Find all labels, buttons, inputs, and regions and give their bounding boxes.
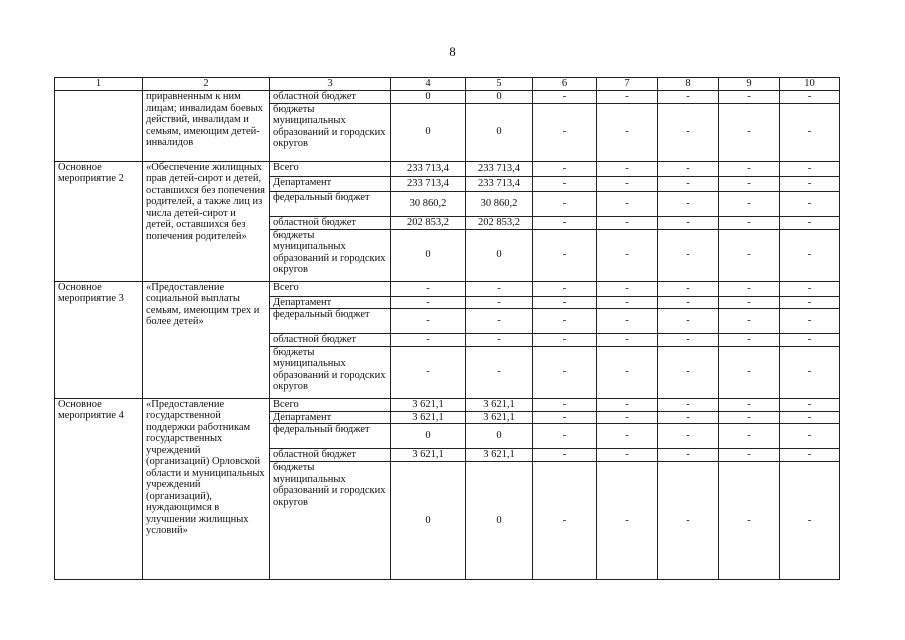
value-cell: - [597, 346, 658, 398]
value-cell: 0 [391, 229, 466, 281]
value-cell: - [597, 411, 658, 424]
value-cell: - [780, 411, 840, 424]
value-cell: - [597, 449, 658, 462]
value-cell: - [780, 91, 840, 104]
value-cell: 202 853,2 [466, 216, 533, 229]
value-cell: - [597, 296, 658, 309]
value-cell: - [780, 229, 840, 281]
value-cell: 3 621,1 [391, 398, 466, 411]
value-cell: - [658, 296, 719, 309]
measure-description-cell: «Предоставление социальной выплаты семьям, имеющим трех и более детей» [143, 281, 270, 398]
value-cell: - [466, 309, 533, 334]
value-cell: - [719, 296, 780, 309]
funding-source-cell: Всего [270, 281, 391, 296]
value-cell: 0 [466, 229, 533, 281]
value-cell: - [780, 191, 840, 216]
value-cell: - [658, 281, 719, 296]
value-cell: - [780, 346, 840, 398]
value-cell: - [780, 161, 840, 176]
value-cell: 202 853,2 [391, 216, 466, 229]
value-cell: 0 [391, 424, 466, 449]
funding-source-cell: бюджеты муниципальных образований и городских округов [270, 346, 391, 398]
value-cell: - [597, 281, 658, 296]
value-cell: - [658, 191, 719, 216]
value-cell: - [658, 103, 719, 161]
value-cell: - [658, 411, 719, 424]
column-header: 2 [143, 78, 270, 91]
measure-description-cell: «Обеспечение жилищных прав детей-сирот и детей, оставшихся без попечения родителей, а также лиц из числа детей-сирот и детей, оставшихся без попечения родителей» [143, 161, 270, 281]
table-row [55, 91, 840, 104]
value-cell: 0 [466, 462, 533, 580]
value-cell: - [658, 309, 719, 334]
value-cell: - [597, 398, 658, 411]
funding-source-cell: областной бюджет [270, 334, 391, 347]
value-cell: 3 621,1 [466, 449, 533, 462]
value-cell: - [597, 176, 658, 191]
value-cell: 0 [466, 424, 533, 449]
value-cell: - [719, 191, 780, 216]
value-cell: - [533, 462, 597, 580]
value-cell: - [533, 281, 597, 296]
column-header: 5 [466, 78, 533, 91]
value-cell: - [597, 161, 658, 176]
value-cell: - [466, 346, 533, 398]
value-cell: 0 [391, 91, 466, 104]
value-cell: - [533, 424, 597, 449]
funding-source-cell: бюджеты муниципальных образований и городских округов [270, 462, 391, 580]
value-cell: - [780, 424, 840, 449]
value-cell: - [719, 334, 780, 347]
value-cell: - [658, 176, 719, 191]
table-body [55, 91, 840, 580]
value-cell: 3 621,1 [391, 449, 466, 462]
value-cell: - [780, 281, 840, 296]
value-cell: - [533, 191, 597, 216]
value-cell: - [533, 398, 597, 411]
value-cell: 233 713,4 [391, 161, 466, 176]
value-cell: - [719, 103, 780, 161]
value-cell: - [658, 216, 719, 229]
measure-name-cell: Основное мероприятие 3 [55, 281, 143, 398]
column-header: 3 [270, 78, 391, 91]
column-header: 7 [597, 78, 658, 91]
value-cell: - [780, 449, 840, 462]
value-cell: - [533, 176, 597, 191]
value-cell: 30 860,2 [391, 191, 466, 216]
table-row [55, 281, 840, 296]
value-cell: - [597, 191, 658, 216]
value-cell: - [780, 216, 840, 229]
value-cell: - [391, 309, 466, 334]
budget-table [54, 77, 840, 580]
value-cell: - [658, 334, 719, 347]
funding-source-cell: областной бюджет [270, 91, 391, 104]
value-cell: - [533, 161, 597, 176]
value-cell: 3 621,1 [466, 398, 533, 411]
value-cell: - [391, 281, 466, 296]
funding-source-cell: бюджеты муниципальных образований и городских округов [270, 229, 391, 281]
value-cell: - [533, 309, 597, 334]
value-cell: - [597, 334, 658, 347]
value-cell: - [719, 161, 780, 176]
value-cell: - [658, 346, 719, 398]
value-cell: - [780, 462, 840, 580]
value-cell: - [658, 229, 719, 281]
value-cell: - [719, 91, 780, 104]
value-cell: - [533, 91, 597, 104]
value-cell: - [597, 424, 658, 449]
value-cell: - [466, 296, 533, 309]
value-cell: - [597, 103, 658, 161]
funding-source-cell: Департамент [270, 411, 391, 424]
value-cell: - [780, 334, 840, 347]
value-cell: - [597, 309, 658, 334]
measure-name-cell: Основное мероприятие 4 [55, 398, 143, 580]
value-cell: - [533, 216, 597, 229]
value-cell: - [391, 334, 466, 347]
value-cell: - [719, 449, 780, 462]
funding-source-cell: Всего [270, 161, 391, 176]
value-cell: - [533, 296, 597, 309]
measure-description-cell: «Предоставление государственной поддержки работникам государственных учреждений (организаций) Орловской области и муниципальных учреждений (организаций), нуждающимся в улучшении жилищных условий» [143, 398, 270, 580]
value-cell: - [780, 296, 840, 309]
value-cell: 233 713,4 [466, 161, 533, 176]
value-cell: - [719, 424, 780, 449]
value-cell: - [391, 296, 466, 309]
value-cell: - [658, 424, 719, 449]
value-cell: - [533, 334, 597, 347]
value-cell: 0 [391, 462, 466, 580]
value-cell: 0 [466, 103, 533, 161]
funding-source-cell: федеральный бюджет [270, 424, 391, 449]
value-cell: - [533, 411, 597, 424]
column-header: 4 [391, 78, 466, 91]
value-cell: - [719, 281, 780, 296]
value-cell: - [719, 398, 780, 411]
measure-description-cell: приравненным к ним лицам; инвалидам боевых действий, инвалидам и семьям, имеющим детей-инвалидов [143, 91, 270, 162]
value-cell: 233 713,4 [466, 176, 533, 191]
header-row [55, 78, 840, 91]
value-cell: - [719, 462, 780, 580]
value-cell: - [719, 216, 780, 229]
funding-source-cell: Всего [270, 398, 391, 411]
funding-source-cell: Департамент [270, 176, 391, 191]
value-cell: - [780, 309, 840, 334]
table-row [55, 398, 840, 411]
column-header: 8 [658, 78, 719, 91]
value-cell: 3 621,1 [391, 411, 466, 424]
value-cell: 30 860,2 [466, 191, 533, 216]
value-cell: 233 713,4 [391, 176, 466, 191]
value-cell: - [780, 398, 840, 411]
value-cell: - [658, 91, 719, 104]
value-cell: - [597, 91, 658, 104]
value-cell: - [658, 161, 719, 176]
measure-name-cell: Основное мероприятие 2 [55, 161, 143, 281]
funding-source-cell: областной бюджет [270, 216, 391, 229]
value-cell: - [658, 449, 719, 462]
value-cell: - [533, 103, 597, 161]
column-header: 10 [780, 78, 840, 91]
value-cell: - [780, 176, 840, 191]
value-cell: - [658, 398, 719, 411]
measure-name-cell [55, 91, 143, 162]
page-number: 8 [449, 44, 456, 59]
value-cell: - [466, 334, 533, 347]
value-cell: - [533, 229, 597, 281]
value-cell: - [597, 462, 658, 580]
value-cell: - [533, 449, 597, 462]
funding-source-cell: областной бюджет [270, 449, 391, 462]
value-cell: 0 [466, 91, 533, 104]
value-cell: - [658, 462, 719, 580]
column-header: 1 [55, 78, 143, 91]
column-header: 6 [533, 78, 597, 91]
value-cell: - [719, 229, 780, 281]
funding-source-cell: Департамент [270, 296, 391, 309]
value-cell: - [719, 346, 780, 398]
value-cell: 0 [391, 103, 466, 161]
value-cell: - [597, 216, 658, 229]
value-cell: - [466, 281, 533, 296]
value-cell: 3 621,1 [466, 411, 533, 424]
value-cell: - [719, 411, 780, 424]
funding-source-cell: федеральный бюджет [270, 191, 391, 216]
column-header: 9 [719, 78, 780, 91]
value-cell: - [780, 103, 840, 161]
value-cell: - [597, 229, 658, 281]
funding-source-cell: бюджеты муниципальных образований и городских округов [270, 103, 391, 161]
value-cell: - [719, 176, 780, 191]
value-cell: - [533, 346, 597, 398]
value-cell: - [391, 346, 466, 398]
table-row [55, 161, 840, 176]
funding-source-cell: федеральный бюджет [270, 309, 391, 334]
value-cell: - [719, 309, 780, 334]
